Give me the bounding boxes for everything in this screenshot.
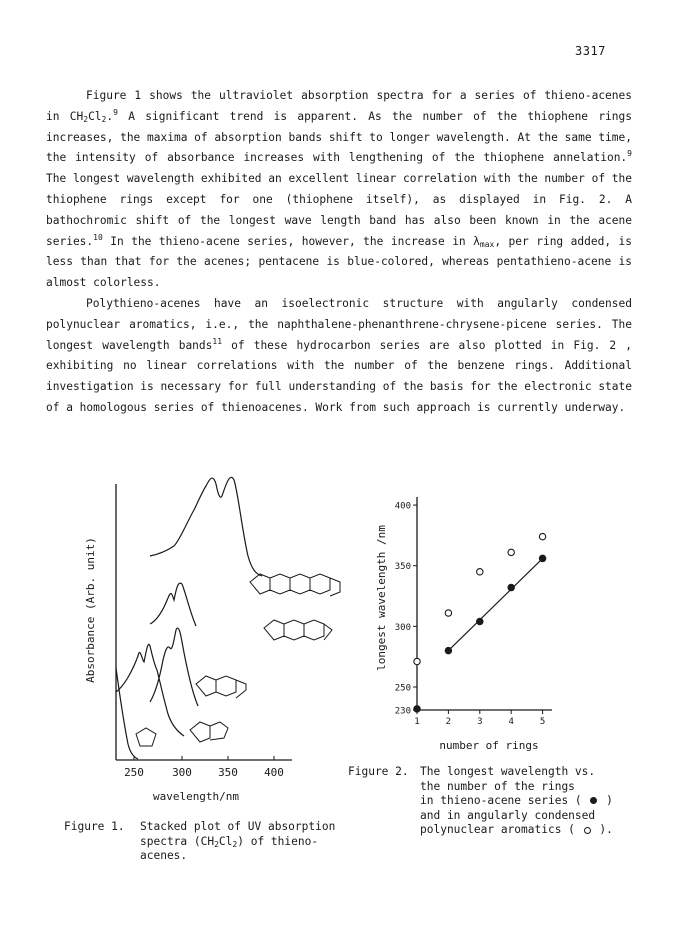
fig2-xtick-label: 5 — [539, 717, 546, 727]
fig2-point-aromatic — [414, 658, 420, 664]
citation-ref: 10 — [93, 232, 103, 242]
fig2-xtick-label: 4 — [508, 717, 514, 727]
fig1-xtick: 300 — [172, 766, 192, 779]
page-number: 3317 — [575, 44, 606, 58]
citation-ref: 11 — [212, 336, 223, 346]
fig2-ytick-label: 230 — [394, 706, 411, 717]
fig2-axes — [395, 497, 552, 727]
fig2-ytick-label: 350 — [394, 562, 411, 573]
fig2-point-thienoacene — [414, 706, 420, 712]
paragraph-1: Figure 1 shows the ultraviolet absorption spectra for a series of thieno-acenes in $CH_2Cl_2.^9$ A significant trend is apparent. As the number of the thiophene rings increases, the maxima of absorption bands shift to longer wavelength. At the same time, the intensity of absorbance increases with lengthening of the thiophene annelation.$^9$ The longest wavelength exhibited an excellent linear correlation with the number of the thiophene rings except for one (thiophene itself), as displayed in Fig. 2. A bathochromic shift of the longest wave length band has also been known in the acene series.$^{10}$ In the thieno-acene series, however, the increase in $\lambda_{max}$, per ring added, is less than that for the acenes; pentacene is blue-colored, whereas pentathieno-acene is almost colorless. — [46, 89, 632, 290]
fig2-xlabel: number of rings — [439, 739, 539, 752]
fig2-xtick-label: 2 — [445, 717, 452, 727]
fig1-xtick: 350 — [218, 766, 238, 779]
citation-ref: 9 — [113, 107, 118, 117]
fig1-ylabel: Absorbance (Arb. unit) — [84, 537, 97, 683]
fig2-point-aromatic — [508, 549, 514, 555]
fig2-ytick-label: 400 — [394, 501, 411, 512]
fig1-xtick: 400 — [264, 766, 284, 779]
fig2-marks — [414, 533, 546, 712]
fig2-point-thienoacene — [445, 647, 451, 653]
filled-circle-icon — [590, 797, 597, 804]
fig1-xtick: 250 — [124, 766, 144, 779]
fig2-fit-line — [448, 558, 542, 650]
fig2-xtick-label: 3 — [477, 717, 483, 727]
fig2-point-thienoacene — [539, 555, 545, 561]
citation-ref: 9 — [627, 149, 632, 159]
fig2-point-aromatic — [445, 610, 451, 616]
open-circle-icon — [584, 827, 591, 834]
figure-2-caption: Figure 2. The longest wavelength vs. the number of the rings in thieno-acene series ( ) and in angularly condensed polynuclear aromatics ( ). — [348, 765, 613, 836]
figure-1-caption: Figure 1. Stacked plot of UV absorption spectra $(CH_2Cl_2)$ of thieno- acenes. — [64, 820, 336, 862]
fig2-xtick-label: 1 — [414, 717, 420, 727]
fig2-ytick-label: 300 — [394, 622, 411, 633]
fig2-ytick-label: 250 — [394, 683, 411, 694]
fig1-xlabel: wavelength/nm — [152, 790, 240, 803]
fig2-ylabel: longest wavelength /nm — [375, 525, 388, 671]
paragraph-2: Polythieno-acenes have an isoelectronic structure with angularly condensed polynuclear aromatics, i.e., the naphthalene-phenanthrene-chrysene-picene series. The longest wavelength bands$^{11}$ of these hydrocarbon series are also plotted in Fig. 2 , exhibiting no linear correlations with the number of the benzene rings. Additional investigation is necessary for full understanding of the basis for the electronic state of a homologous series of thienoacenes. Work from such approach is currently underway. — [46, 296, 632, 414]
fig2-point-thienoacene — [508, 584, 514, 590]
fig2-point-aromatic — [477, 569, 483, 575]
fig2-point-thienoacene — [477, 618, 483, 624]
fig2-point-aromatic — [539, 533, 545, 539]
